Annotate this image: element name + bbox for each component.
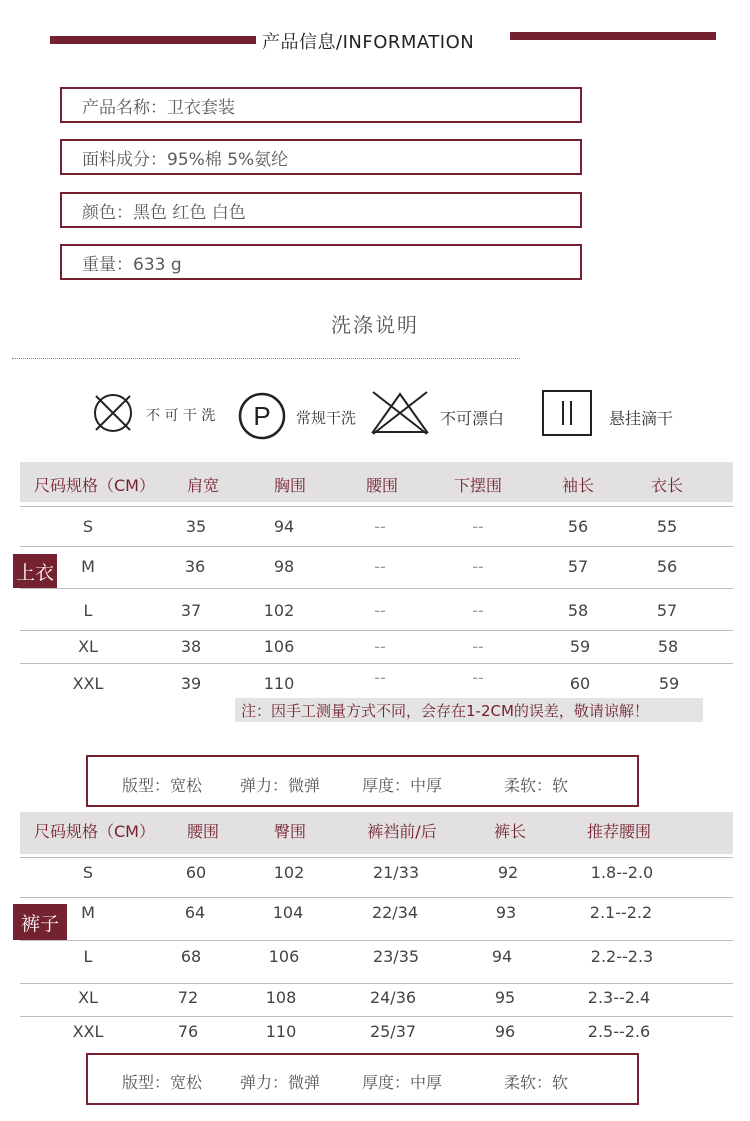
header-bar-left bbox=[50, 36, 256, 44]
table-cell: 94 bbox=[491, 947, 513, 966]
no-bleach-icon bbox=[367, 388, 433, 436]
table-cell: -- bbox=[472, 668, 484, 687]
pants-header-hip: 臀围 bbox=[273, 822, 307, 841]
pants-section-tag: 裤子 bbox=[13, 904, 67, 940]
table-cell: 56 bbox=[656, 557, 678, 576]
table-cell: 102 bbox=[273, 863, 305, 882]
table-cell: 93 bbox=[495, 903, 517, 922]
header-bar-right bbox=[510, 32, 716, 40]
svg-text:P: P bbox=[253, 401, 271, 431]
row-divider bbox=[20, 588, 733, 589]
table-cell: 102 bbox=[263, 601, 295, 620]
fit-elastic: 弹力：微弹 bbox=[240, 1073, 321, 1092]
measurement-note: 注：因手工测量方式不同，会存在1-2CM的误差，敬请谅解！ bbox=[235, 698, 703, 722]
table-cell: 58 bbox=[657, 637, 679, 656]
table-cell: 110 bbox=[265, 1022, 297, 1041]
row-divider bbox=[20, 897, 733, 898]
table-cell: 56 bbox=[567, 517, 589, 536]
table-cell: 60 bbox=[569, 674, 591, 693]
table-cell: 2.3--2.4 bbox=[587, 988, 651, 1007]
table-cell: 68 bbox=[180, 947, 202, 966]
table-cell: 22/34 bbox=[371, 903, 419, 922]
fit-thickness: 厚度：中厚 bbox=[362, 776, 443, 795]
table-cell: 24/36 bbox=[369, 988, 417, 1007]
table-cell: 76 bbox=[177, 1022, 199, 1041]
table-cell: 23/35 bbox=[372, 947, 420, 966]
row-divider bbox=[20, 506, 733, 507]
pants-header-rise: 裤裆前/后 bbox=[367, 822, 437, 841]
table-cell: 58 bbox=[567, 601, 589, 620]
table-cell: 55 bbox=[656, 517, 678, 536]
table-cell: 110 bbox=[263, 674, 295, 693]
table-cell: 2.2--2.3 bbox=[590, 947, 654, 966]
table-cell: -- bbox=[374, 637, 386, 656]
table-cell: 59 bbox=[658, 674, 680, 693]
table-cell: S bbox=[82, 517, 94, 536]
fit-elastic: 弹力：微弹 bbox=[240, 776, 321, 795]
table-cell: L bbox=[83, 601, 93, 620]
top-header-shoulder: 肩宽 bbox=[186, 476, 220, 495]
table-cell: 35 bbox=[185, 517, 207, 536]
table-cell: 37 bbox=[180, 601, 202, 620]
pants-header-rec-waist: 推荐腰围 bbox=[586, 822, 652, 841]
table-cell: 36 bbox=[184, 557, 206, 576]
table-cell: 104 bbox=[272, 903, 304, 922]
table-cell: 106 bbox=[263, 637, 295, 656]
table-cell: M bbox=[81, 557, 95, 576]
washing-title: 洗涤说明 bbox=[331, 313, 419, 337]
table-cell: -- bbox=[472, 517, 484, 536]
table-cell: 21/33 bbox=[372, 863, 420, 882]
row-divider bbox=[20, 940, 733, 941]
table-cell: 94 bbox=[273, 517, 295, 536]
hang-dry-label: 悬挂滴干 bbox=[609, 409, 674, 428]
table-cell: S bbox=[82, 863, 94, 882]
info-color: 颜色：黑色 红色 白色 bbox=[60, 192, 582, 228]
table-cell: 25/37 bbox=[369, 1022, 417, 1041]
table-cell: 2.5--2.6 bbox=[587, 1022, 651, 1041]
table-cell: -- bbox=[374, 668, 386, 687]
table-cell: 96 bbox=[494, 1022, 516, 1041]
row-divider bbox=[20, 983, 733, 984]
table-cell: 108 bbox=[265, 988, 297, 1007]
table-cell: 98 bbox=[273, 557, 295, 576]
table-cell: -- bbox=[472, 557, 484, 576]
top-header-length: 衣长 bbox=[650, 476, 684, 495]
top-header-chest: 胸围 bbox=[273, 476, 307, 495]
row-divider bbox=[20, 663, 733, 664]
row-divider bbox=[20, 857, 733, 858]
table-cell: M bbox=[81, 903, 95, 922]
no-bleach-label: 不可漂白 bbox=[440, 409, 505, 428]
table-cell: 95 bbox=[494, 988, 516, 1007]
table-cell: XL bbox=[78, 637, 98, 656]
table-cell: 38 bbox=[180, 637, 202, 656]
table-cell: 2.1--2.2 bbox=[589, 903, 653, 922]
fit-version: 版型：宽松 bbox=[122, 776, 203, 795]
row-divider bbox=[20, 1016, 733, 1017]
pants-header-length: 裤长 bbox=[493, 822, 527, 841]
dry-clean-label: 常规干洗 bbox=[296, 409, 357, 427]
pants-header-waist: 腰围 bbox=[186, 822, 220, 841]
table-cell: -- bbox=[472, 601, 484, 620]
hang-drip-dry-icon bbox=[541, 389, 593, 437]
table-cell: -- bbox=[374, 517, 386, 536]
fit-version: 版型：宽松 bbox=[122, 1073, 203, 1092]
fit-softness: 柔软：软 bbox=[504, 1073, 569, 1092]
table-cell: XL bbox=[78, 988, 98, 1007]
professional-dry-clean-icon bbox=[237, 391, 287, 441]
table-cell: 39 bbox=[180, 674, 202, 693]
pants-header-size: 尺码规格（CM） bbox=[34, 822, 155, 841]
table-cell: -- bbox=[374, 557, 386, 576]
table-cell: L bbox=[83, 947, 93, 966]
table-cell: 59 bbox=[569, 637, 591, 656]
table-cell: -- bbox=[374, 601, 386, 620]
table-cell: XXL bbox=[72, 674, 104, 693]
table-cell: 72 bbox=[177, 988, 199, 1007]
top-header-waist: 腰围 bbox=[365, 476, 399, 495]
table-cell: XXL bbox=[72, 1022, 104, 1041]
top-header-sleeve: 袖长 bbox=[561, 476, 595, 495]
info-material: 面料成分：95%棉 5%氨纶 bbox=[60, 139, 582, 175]
row-divider bbox=[20, 630, 733, 631]
fit-thickness: 厚度：中厚 bbox=[362, 1073, 443, 1092]
table-cell: 57 bbox=[656, 601, 678, 620]
table-cell: -- bbox=[472, 637, 484, 656]
top-section-tag: 上衣 bbox=[13, 554, 57, 588]
top-header-size: 尺码规格（CM） bbox=[34, 476, 155, 495]
fit-softness: 柔软：软 bbox=[504, 776, 569, 795]
divider bbox=[12, 358, 520, 359]
no-dry-clean-label: 不 可 干 洗 bbox=[146, 408, 216, 424]
table-cell: 92 bbox=[497, 863, 519, 882]
table-cell: 57 bbox=[567, 557, 589, 576]
table-cell: 60 bbox=[185, 863, 207, 882]
info-product-name: 产品名称：卫衣套装 bbox=[60, 87, 582, 123]
table-cell: 64 bbox=[184, 903, 206, 922]
top-header-hem: 下摆围 bbox=[453, 476, 503, 495]
info-weight: 重量：633 g bbox=[60, 244, 582, 280]
row-divider bbox=[20, 546, 733, 547]
table-cell: 106 bbox=[268, 947, 300, 966]
section-title: 产品信息/INFORMATION bbox=[262, 32, 475, 53]
table-cell: 1.8--2.0 bbox=[590, 863, 654, 882]
no-dry-clean-icon bbox=[92, 392, 134, 434]
